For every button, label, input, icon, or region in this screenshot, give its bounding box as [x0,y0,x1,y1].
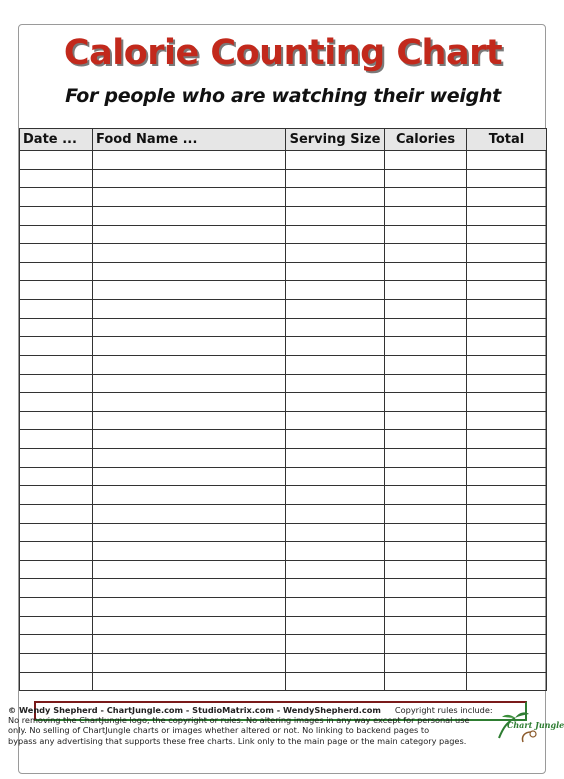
table-cell [467,486,547,505]
table-cell [286,486,385,505]
table-cell [93,206,286,225]
table-cell [385,206,467,225]
table-cell [286,151,385,170]
table-cell [467,225,547,244]
table-cell [286,430,385,449]
table-row [20,449,547,468]
table-row [20,151,547,170]
column-header-serving-size: Serving Size [286,129,385,151]
table-cell [467,374,547,393]
table-cell [93,542,286,561]
table-cell [93,262,286,281]
table-cell [467,672,547,691]
table-cell [93,225,286,244]
footer-line-4: bypass any advertising that supports these free charts. Link only to the main page or the main category pages. [8,735,467,746]
table-cell [93,244,286,263]
table-cell [286,616,385,635]
table-cell [385,262,467,281]
table-cell [286,653,385,672]
table-cell [20,467,93,486]
table-cell [385,374,467,393]
table-cell [93,430,286,449]
table-cell [286,467,385,486]
table-cell [385,355,467,374]
table-cell [20,523,93,542]
table-cell [93,411,286,430]
table-cell [286,206,385,225]
table-row [20,281,547,300]
table-cell [20,411,93,430]
table-cell [93,337,286,356]
table-cell [20,169,93,188]
table-cell [20,188,93,207]
table-cell [467,579,547,598]
table-cell [93,504,286,523]
copyright-footer [8,705,508,746]
table-cell [20,393,93,412]
table-cell [286,374,385,393]
table-cell [20,262,93,281]
table-cell [385,337,467,356]
table-cell [286,355,385,374]
table-cell [20,672,93,691]
table-cell [93,598,286,617]
table-cell [20,355,93,374]
table-cell [93,449,286,468]
table-cell [93,281,286,300]
table-cell [385,151,467,170]
table-cell [286,542,385,561]
table-cell [467,244,547,263]
column-header-food-name: Food Name ... [93,129,286,151]
table-cell [286,169,385,188]
table-cell [467,560,547,579]
table-cell [467,206,547,225]
table-cell [286,579,385,598]
table-cell [385,504,467,523]
table-cell [467,169,547,188]
table-cell [385,188,467,207]
footer-rules-heading: Copyright rules include: [394,705,493,715]
table-cell [385,598,467,617]
table-cell [467,281,547,300]
table-cell [20,635,93,654]
table-row [20,411,547,430]
table-cell [20,300,93,319]
table-cell [286,337,385,356]
page-title: Calorie Counting Chart [63,33,503,73]
table-row [20,206,547,225]
table-cell [385,411,467,430]
table-cell [93,300,286,319]
table-cell [286,393,385,412]
table-body [20,151,547,691]
table-cell [385,430,467,449]
table-cell [20,151,93,170]
table-cell [385,300,467,319]
table-cell [20,598,93,617]
table-cell [467,430,547,449]
table-cell [93,355,286,374]
footer-line-1 [8,705,508,715]
table-row [20,169,547,188]
table-cell [385,523,467,542]
table-cell [467,411,547,430]
table-cell [286,225,385,244]
table-cell [286,262,385,281]
table-cell [93,486,286,505]
table-cell [385,449,467,468]
table-cell [467,504,547,523]
table-cell [93,635,286,654]
logo-text: Chart Jungle [507,720,564,730]
table-cell [286,504,385,523]
table-row [20,486,547,505]
table-header-row [20,129,547,151]
table-cell [20,486,93,505]
table-cell [286,318,385,337]
table-row [20,300,547,319]
table-cell [385,616,467,635]
table-cell [385,225,467,244]
chart-sheet [18,24,564,774]
table-cell [20,318,93,337]
table-row [20,355,547,374]
table-cell [467,151,547,170]
table-cell [385,560,467,579]
table-cell [20,206,93,225]
table-cell [385,244,467,263]
page-subtitle: For people who are watching their weight [65,85,501,107]
table-row [20,635,547,654]
table-row [20,374,547,393]
table-row [20,262,547,281]
table-cell [20,225,93,244]
table-row [20,188,547,207]
table-cell [93,374,286,393]
table-cell [93,616,286,635]
table-row [20,393,547,412]
table-cell [467,300,547,319]
table-row [20,337,547,356]
table-row [20,430,547,449]
table-cell [20,504,93,523]
table-cell [385,281,467,300]
table-cell [385,579,467,598]
table-cell [467,653,547,672]
table-cell [20,579,93,598]
table-cell [467,616,547,635]
table-cell [286,635,385,654]
table-cell [286,598,385,617]
table-cell [467,318,547,337]
table-row [20,523,547,542]
table-cell [286,188,385,207]
table-cell [93,318,286,337]
table-cell [467,393,547,412]
table-row [20,467,547,486]
table-cell [20,430,93,449]
table-cell [20,374,93,393]
column-header-total: Total [467,129,547,151]
table-cell [385,169,467,188]
table-cell [20,542,93,561]
footer-line-3: only. No selling of ChartJungle charts or images whether altered or not. No linking to backend pages to [8,725,430,736]
table-cell [467,355,547,374]
table-cell [385,393,467,412]
table-cell [286,672,385,691]
table-row [20,244,547,263]
column-header-date: Date ... [20,129,93,151]
table-row [20,579,547,598]
table-cell [93,653,286,672]
table-cell [286,281,385,300]
table-cell [286,560,385,579]
table-cell [385,635,467,654]
table-cell [20,337,93,356]
table-row [20,504,547,523]
footer-credits: © Wendy Shepherd - ChartJungle.com - StudioMatrix.com - [8,705,284,715]
footer-wendyshepherd-link[interactable]: WendyShepherd.com [283,705,381,715]
table-cell [93,393,286,412]
table-cell [467,523,547,542]
table-cell [385,542,467,561]
table-row [20,653,547,672]
table-cell [467,188,547,207]
table-cell [20,560,93,579]
table-cell [93,151,286,170]
table-cell [385,486,467,505]
table-cell [20,281,93,300]
table-cell [385,318,467,337]
table-cell [467,598,547,617]
table-row [20,598,547,617]
table-cell [286,244,385,263]
table-cell [20,449,93,468]
table-cell [93,579,286,598]
table-cell [286,300,385,319]
table-row [20,318,547,337]
table-row [20,560,547,579]
table-cell [93,467,286,486]
table-cell [385,653,467,672]
table-cell [93,672,286,691]
table-cell [20,653,93,672]
table-cell [93,560,286,579]
table-cell [467,542,547,561]
table-cell [20,244,93,263]
calorie-log-table [19,128,547,691]
table-cell [467,449,547,468]
table-cell [467,262,547,281]
table-cell [93,188,286,207]
table-cell [385,467,467,486]
table-row [20,672,547,691]
column-header-calories: Calories [385,129,467,151]
table-cell [93,169,286,188]
table-cell [93,523,286,542]
table-cell [286,411,385,430]
table-cell [385,672,467,691]
table-row [20,225,547,244]
table-cell [467,337,547,356]
table-cell [20,616,93,635]
table-row [20,616,547,635]
table-cell [286,449,385,468]
table-cell [467,635,547,654]
table-cell [286,523,385,542]
table-row [20,542,547,561]
table-cell [467,467,547,486]
footer-line-2: No removing the ChartJungle logo, the copyright or rules. No altering images in any way except for personal use [8,715,470,726]
